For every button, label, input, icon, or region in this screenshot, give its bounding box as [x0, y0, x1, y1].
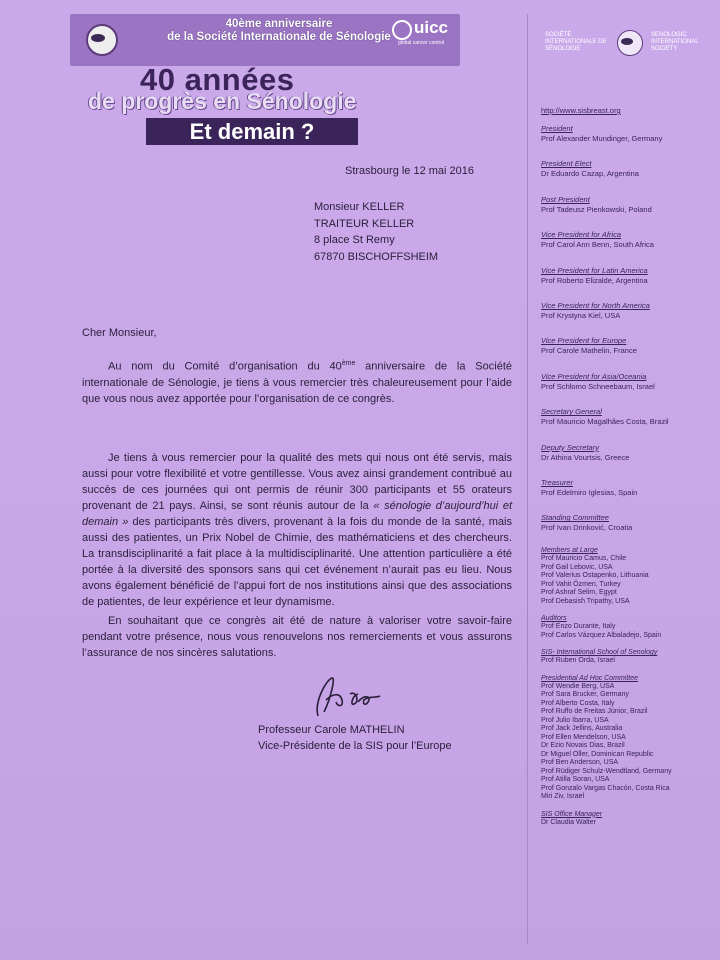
officer-role: Vice President for Africa: [541, 230, 622, 240]
globe-icon: [392, 20, 412, 40]
group-member: Prof Atilla Soran, USA: [541, 776, 610, 783]
address-line: 67870 BISCHOFFSHEIM: [314, 250, 439, 263]
group-member: Prof Mauricio Camus, Chile: [541, 555, 627, 562]
uicc-text: uicc: [414, 18, 449, 37]
banner-title: [154, 18, 404, 44]
officer-entry: [541, 478, 717, 513]
p1-text-end: anniversaire de la Société internationale de Sénologie, je tiens à vous remercier très chaleureusement pour l’aide que vous nous avez apportée pour l’organisation de ce congrès.: [82, 360, 512, 405]
group-member: Prof Julio Ibarra, USA: [541, 716, 609, 724]
officer-name: Prof Krystyna Kiel, USA: [541, 310, 621, 320]
address-line: Monsieur KELLER: [314, 201, 405, 213]
paragraph-2: [82, 450, 512, 610]
main-title: 40 années: [140, 62, 295, 97]
group-member: Prof Gonzalo Vargas Chacón, Costa Rica: [541, 784, 670, 792]
officer-name: Prof Tadeusz Pienkowski, Poland: [541, 204, 652, 214]
group-school: [541, 648, 717, 666]
group-auditors: [541, 614, 717, 640]
column-divider: [527, 14, 528, 944]
officer-role: Standing Committee: [541, 513, 609, 523]
recipient-address: [314, 199, 438, 265]
group-member: Prof Ellen Mendelson, USA: [541, 733, 626, 741]
letter-date: Strasbourg le 12 mai 2016: [345, 165, 475, 177]
uicc-subtext: global cancer control: [398, 40, 445, 46]
officer-name: Prof Roberto Elizalde, Argentina: [541, 275, 648, 285]
officer-name: Prof Mauricio Magalhães Costa, Brazil: [541, 417, 669, 427]
signer-name: Professeur Carole MATHELIN: [258, 724, 405, 736]
officer-name: Prof Edelmiro Iglesias, Spain: [541, 487, 638, 497]
handwritten-signature: [296, 672, 386, 722]
officer-entry: [541, 407, 717, 442]
paragraph-3: En souhaitant que ce congrès ait été de nature à valoriser votre savoir-faire pendant votre présence, nous vous renouvelons nos remerciements et vous assurons l’assurance de nos sincères salutations.: [82, 615, 512, 659]
group-member: Prof Ben Anderson, USA: [541, 759, 619, 766]
officer-role: Vice President for Latin America: [541, 265, 648, 275]
officers-list: [541, 124, 717, 549]
group-role: Auditors: [541, 615, 567, 622]
officer-entry: [541, 372, 717, 407]
officer-role: Vice President for Europe: [541, 336, 627, 346]
signer-title: Vice-Présidente de la SIS pour l’Europe: [258, 740, 452, 752]
banner-line1: 40ème anniversaire: [225, 18, 333, 30]
officer-entry: [541, 443, 717, 478]
group-members-at-large: [541, 546, 717, 606]
group-member: Prof Alberto Costa, Italy: [541, 699, 615, 707]
greeting: Cher Monsieur,: [82, 327, 157, 339]
officer-name: Prof Ivan Drinković, Croatia: [541, 523, 633, 533]
uicc-logo: [392, 18, 458, 48]
group-member: Miri Ziv, Israel: [541, 793, 585, 800]
group-presidential-committee: [541, 674, 717, 802]
main-subtitle: de progrès en Sénologie: [88, 88, 357, 114]
right-logo-right-text: SENOLOGIC INTERNATIONAL SOCIETY: [651, 32, 699, 52]
officer-entry: [541, 195, 717, 230]
group-member: Prof Carlos Vázquez Albaladejo, Spain: [541, 631, 662, 639]
officer-entry: [541, 230, 717, 265]
p2-text-start: Je tiens à vous remercier pour la qualité des mets qui nous ont été servis, mais aussi pour votre flexibilité et votre gentillesse. Vous avez ainsi grandement contribué au succès de ces journées qui ont permis de réunir 300 participants et 55 orateurs provenant de 21 pays. Ainsi, se sont réunis autour de la: [82, 452, 512, 512]
officer-role: Post President: [541, 194, 590, 204]
banner-line2: de la Société Internationale de Sénologie: [167, 31, 391, 43]
group-office-manager: [541, 810, 717, 828]
address-line: TRAITEUR KELLER: [314, 217, 415, 230]
officer-name: Prof Alexander Mundinger, Germany: [541, 134, 663, 143]
p1-text-start: Au nom du Comité d’organisation du 40: [108, 360, 342, 373]
officer-entry: [541, 159, 717, 194]
group-role: Members at Large: [541, 547, 598, 554]
officer-name: Prof Schlomo Schneebaum, Israel: [541, 381, 655, 391]
signature-block: [258, 722, 452, 754]
tagline: Et demain ?: [146, 118, 358, 145]
officer-entry: [541, 513, 717, 548]
group-member: Dr Claudia Walter: [541, 818, 596, 826]
group-member: Prof Sara Brucker, Germany: [541, 691, 629, 698]
group-member: Prof Vahit Özmen, Turkey: [541, 580, 621, 588]
group-member: Prof Rüdiger Schulz-Wendtland, Germany: [541, 767, 672, 775]
group-member: Prof Ruffo de Freitas Júnior, Brazil: [541, 708, 648, 715]
group-member: Prof Wendie Berg, USA: [541, 682, 615, 690]
right-logo-left-text: SOCIÉTÉ INTERNATIONALE DE SÉNOLOGIE: [545, 32, 607, 52]
officer-role: Vice President for Asia/Oceania: [541, 371, 647, 381]
address-line: 8 place St Remy: [314, 234, 395, 246]
website-link[interactable]: http://www.sisbreast.org: [541, 106, 621, 115]
group-member: Dr Miguel Oller, Dominican Republic: [541, 750, 654, 758]
officer-entry: [541, 336, 717, 371]
p1-superscript: ème: [341, 360, 356, 367]
committee-groups: [541, 546, 717, 835]
p2-italic-quote: « sénologie d’aujourd’hui et demain »: [82, 500, 512, 528]
group-member: Prof Enzo Durante, Italy: [541, 623, 616, 630]
officer-entry: [541, 266, 717, 301]
officer-role: Vice President for North America: [541, 300, 650, 310]
officer-entry: [541, 301, 717, 336]
group-member: Prof Valerius Ostapenko, Lithuania: [541, 572, 649, 579]
group-member: Prof Ruben Orda, Israel: [541, 657, 615, 664]
officer-entry: [541, 124, 717, 159]
group-role: SIS- International School of Senology: [541, 649, 658, 656]
officer-role: Treasurer: [541, 477, 573, 487]
group-role: SIS Office Manager: [541, 810, 603, 818]
group-role: Presidential Ad Hoc Committee: [541, 674, 639, 682]
group-member: Prof Jack Jellins, Australia: [541, 725, 623, 732]
officer-role: President: [541, 124, 573, 133]
officer-role: President Elect: [541, 159, 592, 169]
group-member: Prof Ashraf Selim, Egypt: [541, 589, 617, 596]
paragraph-1: [82, 356, 512, 407]
right-sis-logo-icon: [617, 30, 643, 56]
officer-name: Prof Carol Ann Benn, South Africa: [541, 240, 654, 250]
officer-name: Prof Carole Mathelin, France: [541, 346, 637, 356]
officer-name: Dr Eduardo Cazap, Argentina: [541, 169, 639, 179]
officer-role: Deputy Secretary: [541, 442, 599, 452]
sis-logo-icon: [86, 24, 118, 56]
officer-name: Dr Athina Vourtsis, Greece: [541, 452, 630, 462]
p2-text-end: des participants très divers, provenant à la fois du monde de la santé, mais aussi des patientes, un Prix Nobel de Chimie, des mathématiciens et des chercheurs. La transdisciplinarité a fait place à la multidisciplinarité. Une attention particulière a été portée à la diversité des sponsors sans qui cet événement n’aurait pas eu lieu. Nous avons également bénéficié de l’appui fort de nos institutions ainsi que des associations de patientes, de leur expérience et leur dynamisme.: [82, 516, 512, 608]
officer-role: Secretary General: [541, 407, 602, 417]
group-member: Prof Debasish Tripathy, USA: [541, 597, 630, 605]
group-member: Dr Ezio Novais Dias, Brazil: [541, 742, 625, 749]
group-member: Prof Gail Lebovic, USA: [541, 563, 613, 571]
